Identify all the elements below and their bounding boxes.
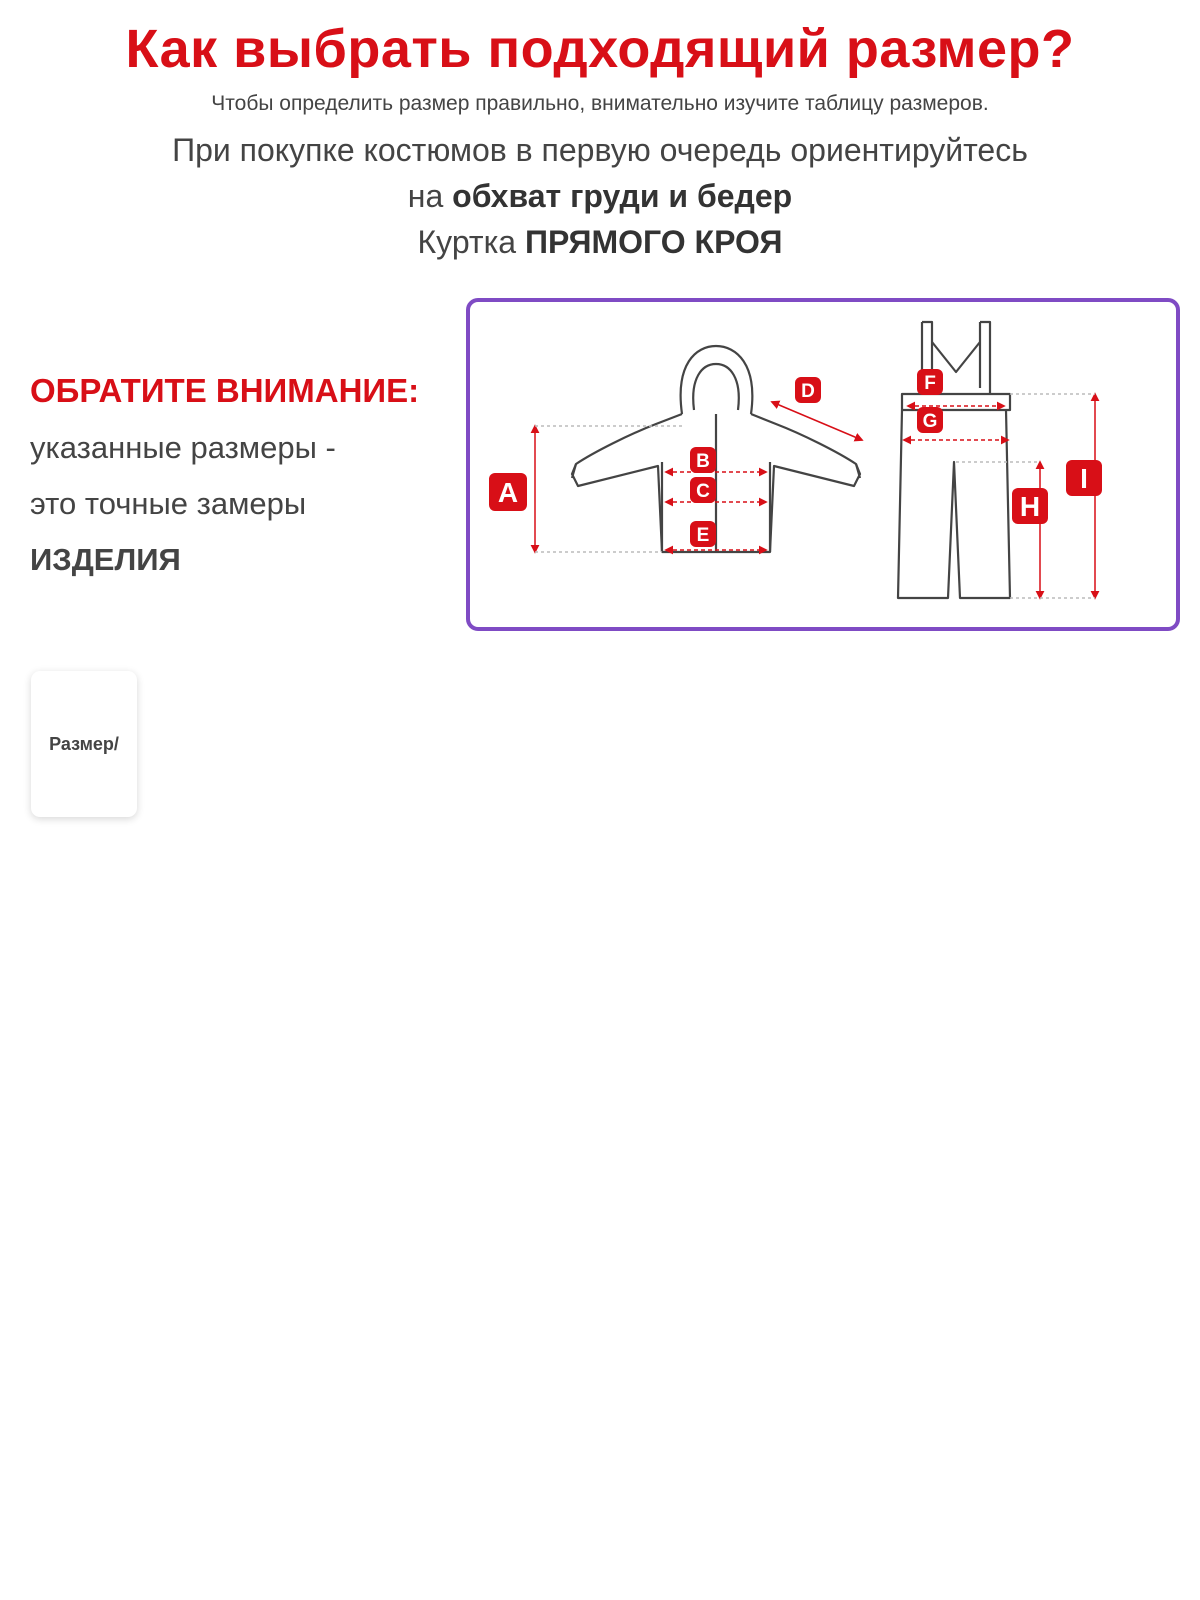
jacket-icon <box>572 346 860 552</box>
svg-text:I: I <box>1080 463 1088 494</box>
attention-line-2: это точные замеры <box>30 486 307 521</box>
measurement-diagram-svg <box>470 302 1176 627</box>
svg-text:F: F <box>924 373 936 394</box>
measurement-diagram <box>466 298 1180 631</box>
svg-text:A: A <box>497 477 519 508</box>
diagram-label-g <box>917 407 943 433</box>
cut-type-prefix: Куртка <box>417 224 517 260</box>
size-column-header: Размер/ <box>31 671 137 817</box>
diagram-label-b <box>690 447 716 473</box>
attention-heading: ОБРАТИТЕ ВНИМАНИЕ: <box>30 372 420 409</box>
advice-emphasis-prefix: на <box>407 178 444 214</box>
diagram-label-a <box>489 473 527 511</box>
diagram-label-h <box>1012 488 1048 524</box>
attention-note <box>30 372 450 578</box>
cut-type <box>0 224 1200 261</box>
pants-icon <box>898 322 1010 598</box>
attention-line-1: указанные размеры - <box>30 430 336 465</box>
diagram-label-d <box>795 377 821 403</box>
attention-bold: ИЗДЕЛИЯ <box>30 542 181 577</box>
advice-emphasis-bold: обхват груди и бедер <box>452 178 793 214</box>
svg-text:E: E <box>696 525 710 546</box>
intro-text: Чтобы определить размер правильно, внимательно изучите таблицу размеров. <box>211 92 989 115</box>
advice-emphasis <box>0 178 1200 215</box>
diagram-label-e <box>690 521 716 547</box>
diagram-label-c <box>690 477 716 503</box>
svg-text:D: D <box>801 381 815 402</box>
diagram-label-i <box>1066 460 1102 496</box>
svg-text:C: C <box>696 481 710 502</box>
page-title: Как выбрать подходящий размер? <box>125 19 1075 79</box>
svg-text:B: B <box>696 451 710 472</box>
svg-text:G: G <box>922 411 938 432</box>
cut-type-bold: ПРЯМОГО КРОЯ <box>524 224 783 260</box>
diagram-label-f <box>917 369 943 395</box>
svg-text:H: H <box>1019 491 1041 522</box>
advice-text: При покупке костюмов в первую очередь ориентируйтесь <box>172 132 1028 168</box>
